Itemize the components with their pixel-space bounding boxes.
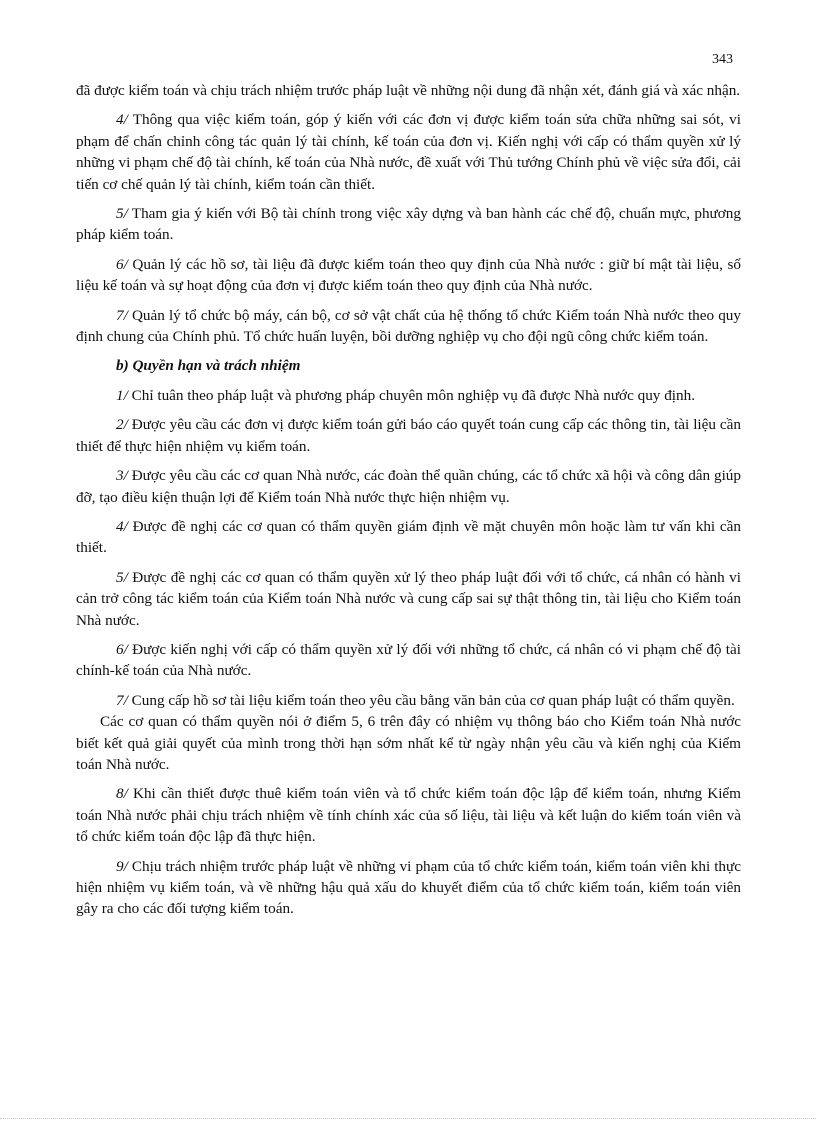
paragraph-text: Chỉ tuân theo pháp luật và phương pháp chuyên môn nghiệp vụ đã được Nhà nước quy định. — [127, 386, 695, 404]
duty-item-4 — [76, 109, 741, 195]
right-item-6 — [76, 639, 741, 682]
paragraph-text: Chịu trách nhiệm trước pháp luật về những vi phạm của tổ chức kiểm toán, kiểm toán viên khi thực hiện nhiệm vụ kiểm toán, và về những hậu quả xấu do khuyết điểm của tổ chức kiểm toán, kiểm toán viên gây ra cho các đối tượng kiểm toán. — [76, 857, 741, 918]
paragraph-text: Các cơ quan có thẩm quyền nói ở điểm 5, 6 trên đây có nhiệm vụ thông báo cho Kiểm toán Nhà nước biết kết quả giải quyết của mình trong thời hạn sớm nhất kể từ ngày nhận yêu cầu và kiến nghị của Kiểm toán Nhà nước. — [76, 713, 741, 773]
page-bottom-rule — [0, 1118, 816, 1119]
paragraph-text: Được đề nghị các cơ quan có thẩm quyền giám định về mặt chuyên môn hoặc làm tư vấn khi cần thiết. — [76, 517, 741, 557]
section-heading: b) Quyền hạn và trách nhiệm — [116, 357, 301, 375]
right-item-3 — [76, 465, 741, 508]
paragraph-text: Tham gia ý kiến với Bộ tài chính trong việc xây dựng và ban hành các chế độ, chuẩn mực, phương pháp kiểm toán. — [76, 205, 741, 244]
right-item-4 — [76, 516, 741, 559]
item-number: 5/ — [116, 205, 128, 223]
paragraph-text: Được đề nghị các cơ quan có thẩm quyền xử lý theo pháp luật đối với tổ chức, cá nhân có hành vi cản trở công tác kiểm toán của Kiểm toán Nhà nước và cung cấp sai sự thật thông tin, tài liệu cho Kiểm toán Nhà nước. — [76, 568, 741, 629]
item-number: 2/ — [116, 416, 128, 434]
paragraph-text: Khi cần thiết được thuê kiểm toán viên và tổ chức kiểm toán độc lập để kiểm toán, nhưng Kiểm toán Nhà nước phải chịu trách nhiệm về tính chính xác của số liệu, tài liệu và kết luận do kiểm toán viên và tổ chức kiểm toán độc lập đã thực hiện. — [76, 785, 741, 846]
right-item-1 — [76, 385, 741, 406]
paragraph-text: Quản lý các hồ sơ, tài liệu đã được kiểm toán theo quy định của Nhà nước : giữ bí mật tài liệu, số liệu kế toán và sự hoạt động của đơn vị được kiểm toán theo quy định của Nhà nước. — [76, 255, 741, 295]
duty-item-7 — [76, 305, 741, 348]
item-number: 4/ — [116, 517, 128, 535]
paragraph-text: Cung cấp hồ sơ tài liệu kiểm toán theo yêu cầu bằng văn bản của cơ quan pháp luật có thẩm quyền. — [127, 691, 735, 709]
right-item-8 — [76, 783, 741, 847]
right-item-9 — [76, 856, 741, 920]
duty-item-6 — [76, 254, 741, 297]
item-number: 8/ — [116, 785, 128, 803]
item-number: 3/ — [116, 467, 128, 485]
paragraph-text: Được yêu cầu các cơ quan Nhà nước, các đoàn thể quần chúng, các tổ chức xã hội và công dân giúp đỡ, tạo điều kiện thuận lợi để Kiểm toán Nhà nước thực hiện nhiệm vụ. — [76, 467, 741, 506]
page-number: 343 — [712, 52, 733, 67]
item-number: 7/ — [116, 306, 128, 324]
right-item-7 — [76, 690, 741, 711]
document-body — [76, 80, 741, 928]
item-number: 6/ — [116, 640, 128, 658]
paragraph-continuation — [76, 80, 741, 101]
item-number: 5/ — [116, 568, 128, 586]
item-number: 6/ — [116, 255, 128, 273]
right-item-5 — [76, 567, 741, 631]
item-number: 4/ — [116, 111, 128, 129]
duty-item-5 — [76, 203, 741, 246]
right-item-2 — [76, 414, 741, 457]
paragraph-text: đã được kiểm toán và chịu trách nhiệm trước pháp luật về những nội dung đã nhận xét, đánh giá và xác nhận. — [76, 82, 741, 99]
paragraph-text: Được yêu cầu các đơn vị được kiểm toán gửi báo cáo quyết toán cung cấp các thông tin, tài liệu cần thiết để thực hiện nhiệm vụ kiểm toán. — [76, 416, 741, 455]
paragraph-text: Quản lý tổ chức bộ máy, cán bộ, cơ sở vật chất của hệ thống tổ chức Kiểm toán Nhà nước theo quy định chung của Chính phủ. Tổ chức huấn luyện, bồi dưỡng nghiệp vụ cho đội ngũ công chức kiểm toán. — [76, 306, 741, 346]
paragraph-text: Được kiến nghị với cấp có thẩm quyền xử lý đối với những tổ chức, cá nhân có vi phạm chế độ tài chính-kế toán của Nhà nước. — [76, 640, 741, 680]
paragraph-text: Thông qua việc kiểm toán, góp ý kiến với các đơn vị được kiểm toán sửa chữa những sai sót, vi phạm để chấn chỉnh công tác quản lý tài chính, kế toán của đơn vị. Kiến nghị với cấp có thẩm quyền xử lý những vi phạm chế độ tài chính, kế toán của Nhà nước, đề xuất với Thủ tướng Chính phủ về việc sửa đổi, cải tiến cơ chế quản lý tài chính, kiểm toán cần thiết. — [76, 111, 741, 193]
item-number: 1/ — [116, 386, 128, 404]
right-item-7-note — [76, 711, 741, 775]
item-number: 9/ — [116, 857, 128, 875]
item-number: 7/ — [116, 691, 128, 709]
